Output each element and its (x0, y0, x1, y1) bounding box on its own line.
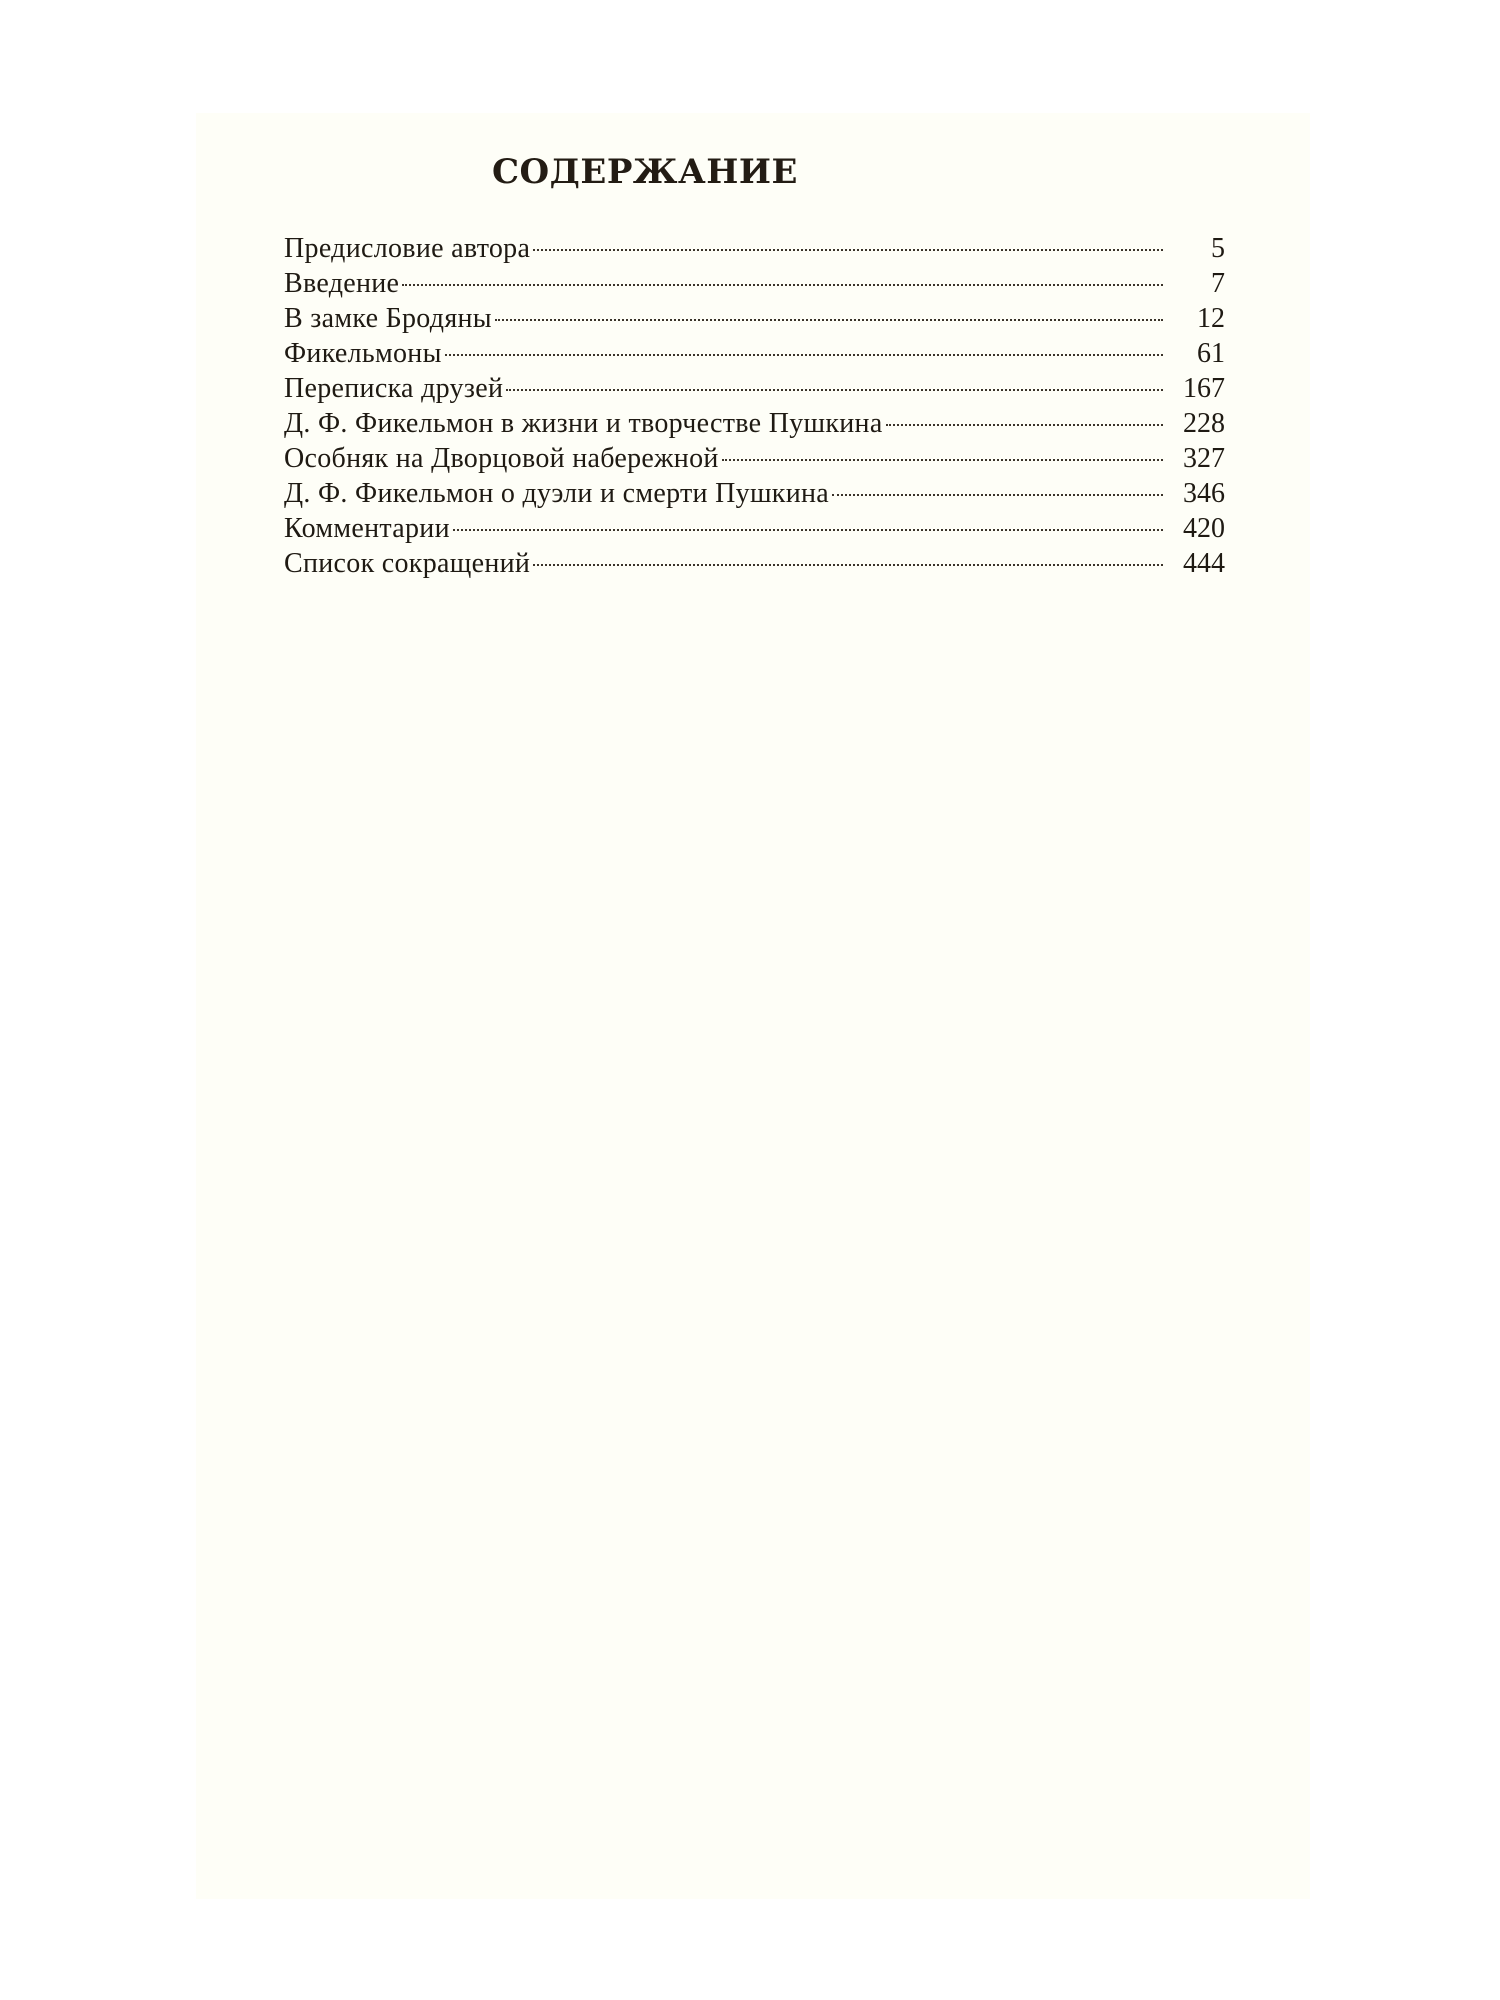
dot-leader (445, 354, 1163, 356)
toc-entry (284, 231, 1225, 266)
toc-entry (284, 266, 1225, 301)
toc-page-number: 444 (1183, 548, 1225, 579)
toc-page-number: 228 (1183, 408, 1225, 439)
toc-page-number: 346 (1183, 478, 1225, 509)
toc-entry (284, 406, 1225, 441)
toc-page-number: 167 (1183, 373, 1225, 404)
toc-page-number: 61 (1197, 338, 1225, 369)
toc-page-number: 420 (1183, 513, 1225, 544)
toc-entry (284, 371, 1225, 406)
toc-entry-title: Комментарии (284, 513, 450, 544)
toc-entry-title: Д. Ф. Фикельмон о дуэли и смерти Пушкина (284, 478, 830, 509)
toc-entry (284, 336, 1225, 371)
dot-leader (533, 564, 1163, 566)
dot-leader (495, 319, 1163, 321)
table-of-contents (284, 231, 1225, 581)
toc-page-number: 5 (1211, 233, 1225, 264)
toc-entry-title: Фикельмоны (284, 338, 442, 369)
toc-entry (284, 476, 1225, 511)
page-title: СОДЕРЖАНИЕ (492, 152, 798, 192)
toc-entry-title: Предисловие автора (284, 233, 531, 264)
dot-leader (506, 389, 1163, 391)
toc-entry-title: Особняк на Дворцовой набережной (284, 443, 719, 474)
toc-entry-title: Список сокращений (284, 548, 531, 579)
toc-page-number: 327 (1183, 443, 1225, 474)
dot-leader (453, 529, 1163, 531)
dot-leader (722, 459, 1163, 461)
toc-entry-title: Д. Ф. Фикельмон в жизни и творчестве Пушкина (284, 408, 883, 439)
dot-leader (886, 424, 1163, 426)
dot-leader (402, 284, 1163, 286)
toc-page-number: 7 (1211, 268, 1225, 299)
toc-entry-title: Введение (284, 268, 400, 299)
toc-entry (284, 511, 1225, 546)
dot-leader (832, 494, 1163, 496)
toc-entry (284, 546, 1225, 581)
toc-page-number: 12 (1197, 303, 1225, 334)
toc-entry (284, 441, 1225, 476)
toc-entry (284, 301, 1225, 336)
toc-entry-title: В замке Бродяны (284, 303, 492, 334)
dot-leader (533, 249, 1163, 251)
toc-entry-title: Переписка друзей (284, 373, 504, 404)
